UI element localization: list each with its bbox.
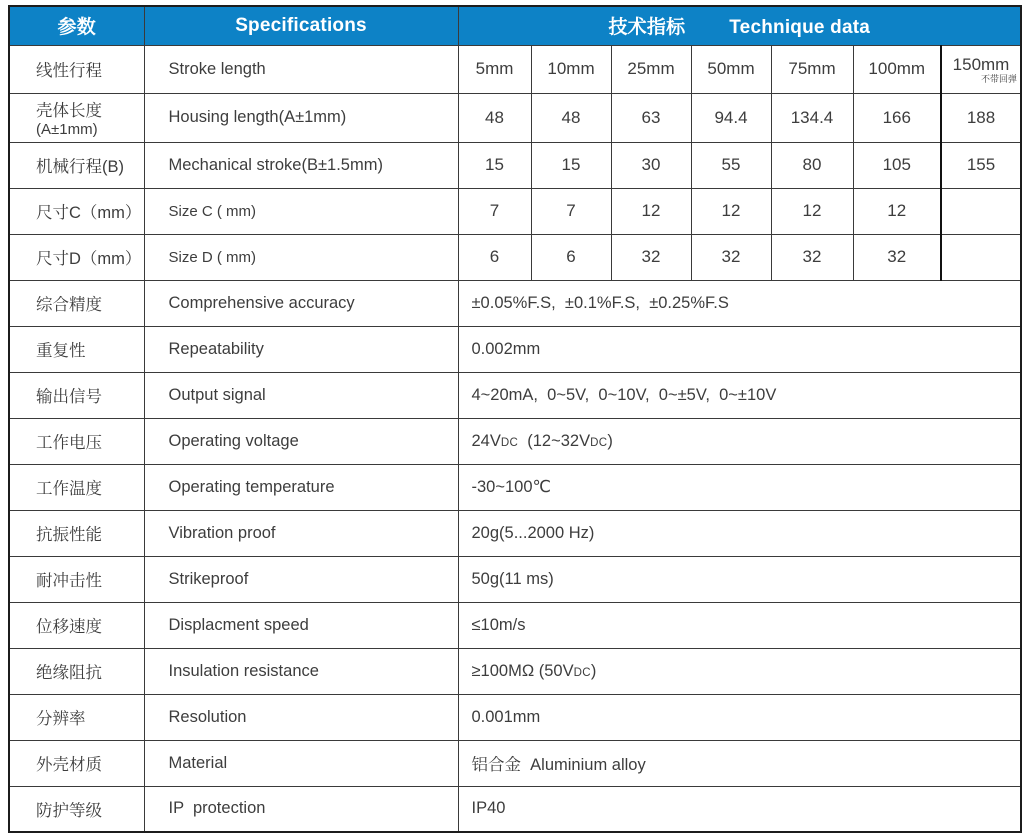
spec-label-operating-temperature: Operating temperature (144, 464, 458, 510)
ip-protection-value: IP40 (458, 786, 1021, 832)
size-d-value: 6 (531, 234, 611, 280)
param-label-vibration-proof: 抗振性能 (9, 510, 144, 556)
stroke-col-75mm: 75mm (771, 45, 853, 93)
insulation-resistance-value: ≥100MΩ (50VDC) (458, 648, 1021, 694)
stroke-col-5mm: 5mm (458, 45, 531, 93)
spec-label-operating-voltage: Operating voltage (144, 418, 458, 464)
accuracy-value: ±0.05%F.S, ±0.1%F.S, ±0.25%F.S (458, 280, 1021, 326)
param-label-size-c: 尺寸C（mm） (9, 188, 144, 234)
row-mechanical-stroke (9, 142, 1021, 188)
row-insulation-resistance (9, 648, 1021, 694)
size-c-value: 7 (531, 188, 611, 234)
output-signal-value: 4~20mA, 0~5V, 0~10V, 0~±5V, 0~±10V (458, 372, 1021, 418)
row-ip-protection (9, 786, 1021, 832)
size-d-value: 32 (691, 234, 771, 280)
spec-label-insulation-resistance: Insulation resistance (144, 648, 458, 694)
stroke-150mm-note: 不带回弹 (981, 73, 1018, 84)
header-technique-cn: 技术指标 (608, 17, 686, 39)
row-operating-voltage (9, 418, 1021, 464)
stroke-col-50mm: 50mm (691, 45, 771, 93)
stroke-col-10mm: 10mm (531, 45, 611, 93)
header-technique-en: Technique data (729, 17, 871, 39)
repeatability-value: 0.002mm (458, 326, 1021, 372)
size-d-value-empty (941, 234, 1021, 280)
specifications-table (8, 5, 1022, 833)
row-operating-temperature (9, 464, 1021, 510)
param-label-operating-temperature: 工作温度 (9, 464, 144, 510)
housing-value: 166 (853, 93, 941, 142)
table-header-row (9, 6, 1021, 45)
size-d-value: 32 (853, 234, 941, 280)
param-label-mechanical-stroke: 机械行程(B) (9, 142, 144, 188)
row-displacement-speed (9, 602, 1021, 648)
housing-label-cn: 壳体长度 (36, 102, 102, 120)
spec-label-material: Material (144, 740, 458, 786)
housing-value: 63 (611, 93, 691, 142)
row-size-d (9, 234, 1021, 280)
param-label-accuracy: 综合精度 (9, 280, 144, 326)
spec-label-output-signal: Output signal (144, 372, 458, 418)
stroke-150mm-wrap (942, 55, 1020, 84)
stroke-col-150mm (941, 45, 1021, 93)
row-resolution (9, 694, 1021, 740)
spec-label-resolution: Resolution (144, 694, 458, 740)
size-c-value: 12 (853, 188, 941, 234)
spec-label-size-d: Size D ( mm) (144, 234, 458, 280)
param-label-strikeproof: 耐冲击性 (9, 556, 144, 602)
row-size-c (9, 188, 1021, 234)
housing-value: 48 (531, 93, 611, 142)
spec-label-displacement-speed: Displacment speed (144, 602, 458, 648)
param-label-operating-voltage: 工作电压 (9, 418, 144, 464)
param-label-output-signal: 输出信号 (9, 372, 144, 418)
material-value: 铝合金 Aluminium alloy (458, 740, 1021, 786)
mech-stroke-value: 15 (458, 142, 531, 188)
stroke-col-25mm: 25mm (611, 45, 691, 93)
housing-value: 94.4 (691, 93, 771, 142)
param-label-size-d: 尺寸D（mm） (9, 234, 144, 280)
housing-value: 188 (941, 93, 1021, 142)
spec-label-accuracy: Comprehensive accuracy (144, 280, 458, 326)
mech-stroke-value: 105 (853, 142, 941, 188)
param-label-repeatability: 重复性 (9, 326, 144, 372)
row-strikeproof (9, 556, 1021, 602)
header-technique-data (458, 6, 1021, 45)
param-label-housing-length (9, 93, 144, 142)
operating-voltage-value: 24VDC (12~32VDC) (458, 418, 1021, 464)
spec-label-vibration-proof: Vibration proof (144, 510, 458, 556)
spec-label-repeatability: Repeatability (144, 326, 458, 372)
stroke-150mm-value: 150mm (952, 54, 1010, 74)
housing-value: 134.4 (771, 93, 853, 142)
mech-stroke-value: 15 (531, 142, 611, 188)
row-stroke-length (9, 45, 1021, 93)
param-label-displacement-speed: 位移速度 (9, 602, 144, 648)
size-c-value: 12 (611, 188, 691, 234)
param-label-material: 外壳材质 (9, 740, 144, 786)
param-label-stroke-length: 线性行程 (9, 45, 144, 93)
size-d-value: 32 (771, 234, 853, 280)
row-output-signal (9, 372, 1021, 418)
operating-temperature-value: -30~100℃ (458, 464, 1021, 510)
spec-label-stroke-length: Stroke length (144, 45, 458, 93)
spec-label-size-c: Size C ( mm) (144, 188, 458, 234)
header-param: 参数 (9, 6, 144, 45)
housing-value: 48 (458, 93, 531, 142)
param-label-insulation-resistance: 绝缘阻抗 (9, 648, 144, 694)
row-housing-length (9, 93, 1021, 142)
row-vibration-proof (9, 510, 1021, 556)
vibration-proof-value: 20g(5...2000 Hz) (458, 510, 1021, 556)
spec-label-ip-protection: IP protection (144, 786, 458, 832)
header-specifications: Specifications (144, 6, 458, 45)
spec-label-housing-length: Housing length(A±1mm) (144, 93, 458, 142)
mech-stroke-value: 55 (691, 142, 771, 188)
mech-stroke-value: 155 (941, 142, 1021, 188)
size-c-value: 12 (771, 188, 853, 234)
displacement-speed-value: ≤10m/s (458, 602, 1021, 648)
size-d-value: 32 (611, 234, 691, 280)
param-label-resolution: 分辨率 (9, 694, 144, 740)
row-repeatability (9, 326, 1021, 372)
size-c-value: 7 (458, 188, 531, 234)
spec-label-mechanical-stroke: Mechanical stroke(B±1.5mm) (144, 142, 458, 188)
mech-stroke-value: 30 (611, 142, 691, 188)
spec-label-strikeproof: Strikeproof (144, 556, 458, 602)
row-material (9, 740, 1021, 786)
size-c-value: 12 (691, 188, 771, 234)
size-c-value-empty (941, 188, 1021, 234)
stroke-col-100mm: 100mm (853, 45, 941, 93)
resolution-value: 0.001mm (458, 694, 1021, 740)
mech-stroke-value: 80 (771, 142, 853, 188)
param-label-ip-protection: 防护等级 (9, 786, 144, 832)
housing-label-tolerance: (A±1mm) (36, 121, 98, 138)
size-d-value: 6 (458, 234, 531, 280)
row-comprehensive-accuracy (9, 280, 1021, 326)
strikeproof-value: 50g(11 ms) (458, 556, 1021, 602)
